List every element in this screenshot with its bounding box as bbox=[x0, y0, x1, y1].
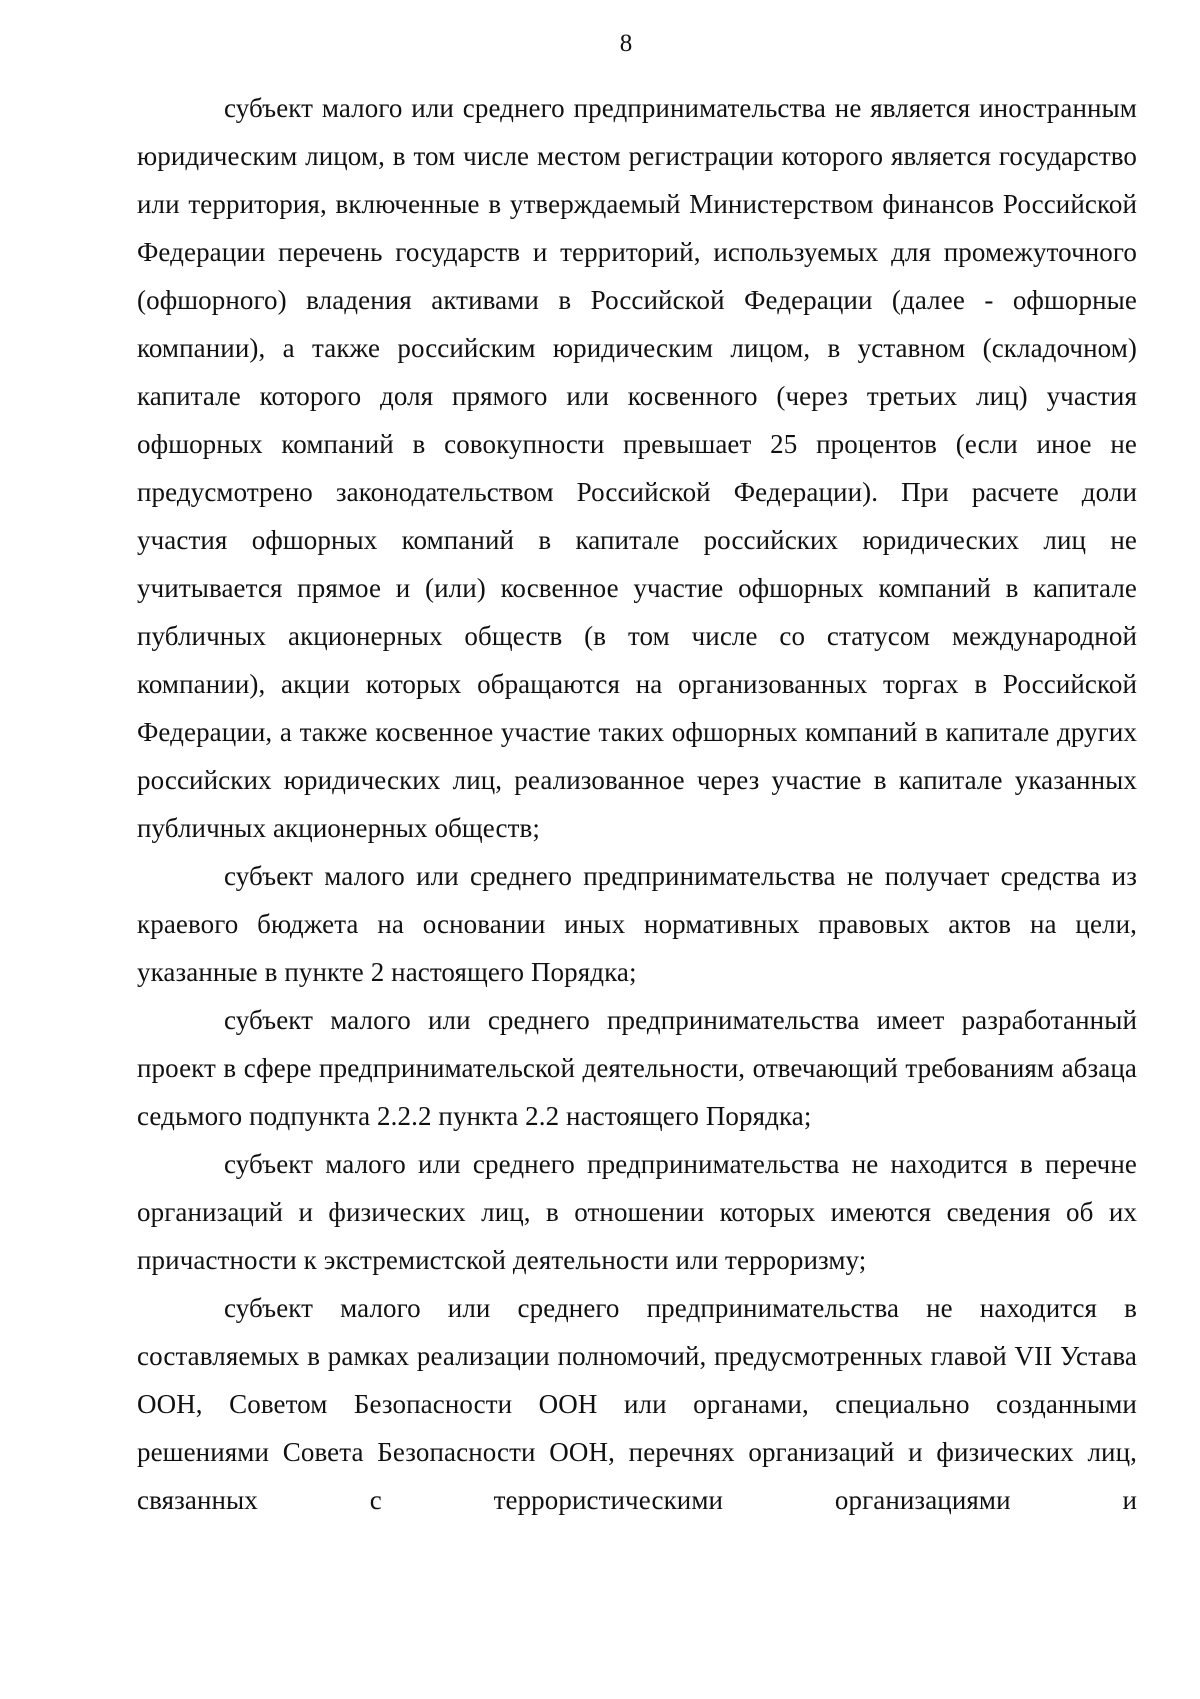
paragraph-no-budget-funds: субъект малого или среднего предпринимательства не получает средства из краевого бюджета на основании иных нормативных правовых актов на цели, указанные в пункте 2 настоящего Порядка; bbox=[137, 861, 1137, 987]
paragraph-extremism-list: субъект малого или среднего предпринимательства не находится в перечне организаций и физических лиц, в отношении которых имеются сведения об их причастности к экстремистской деятельности или терроризму; bbox=[137, 1149, 1137, 1275]
document-body bbox=[137, 84, 1137, 1524]
paragraph-developed-project: субъект малого или среднего предпринимательства имеет разработанный проект в сфере предпринимательской деятельности, отвечающий требованиям абзаца седьмого подпункта 2.2.2 пункта 2.2 настоящего Порядка; bbox=[137, 1005, 1137, 1131]
paragraph-offshore-status: субъект малого или среднего предпринимательства не является иностранным юридическим лицом, в том числе местом регистрации которого является государство или территория, включенные в утверждаемый Министерством финансов Российской Федерации перечень государств и территорий, используемых для промежуточного (офшорного) владения активами в Российской Федерации (далее - офшорные компании), а также российским юридическим лицом, в уставном (складочном) капитале которого доля прямого или косвенного (через третьих лиц) участия офшорных компаний в совокупности превышает 25 процентов (если иное не предусмотрено законодательством Российской Федерации). При расчете доли участия офшорных компаний в капитале российских юридических лиц не учитывается прямое и (или) косвенное участие офшорных компаний в капитале публичных акционерных обществ (в том числе со статусом международной компании), акции которых обращаются на организованных торгах в Российской Федерации, а также косвенное участие таких офшорных компаний в капитале других российских юридических лиц, реализованное через участие в капитале указанных публичных акционерных обществ; bbox=[137, 93, 1137, 843]
page-number: 8 bbox=[619, 30, 633, 57]
paragraph-un-lists: субъект малого или среднего предпринимательства не находится в составляемых в рамках реализации полномочий, предусмотренных главой VII Устава ООН, Советом Безопасности ООН или органами, специально созданными решениями Совета Безопасности ООН, перечнях организаций и физических лиц, связанных с террористическими организациями и bbox=[137, 1293, 1137, 1515]
